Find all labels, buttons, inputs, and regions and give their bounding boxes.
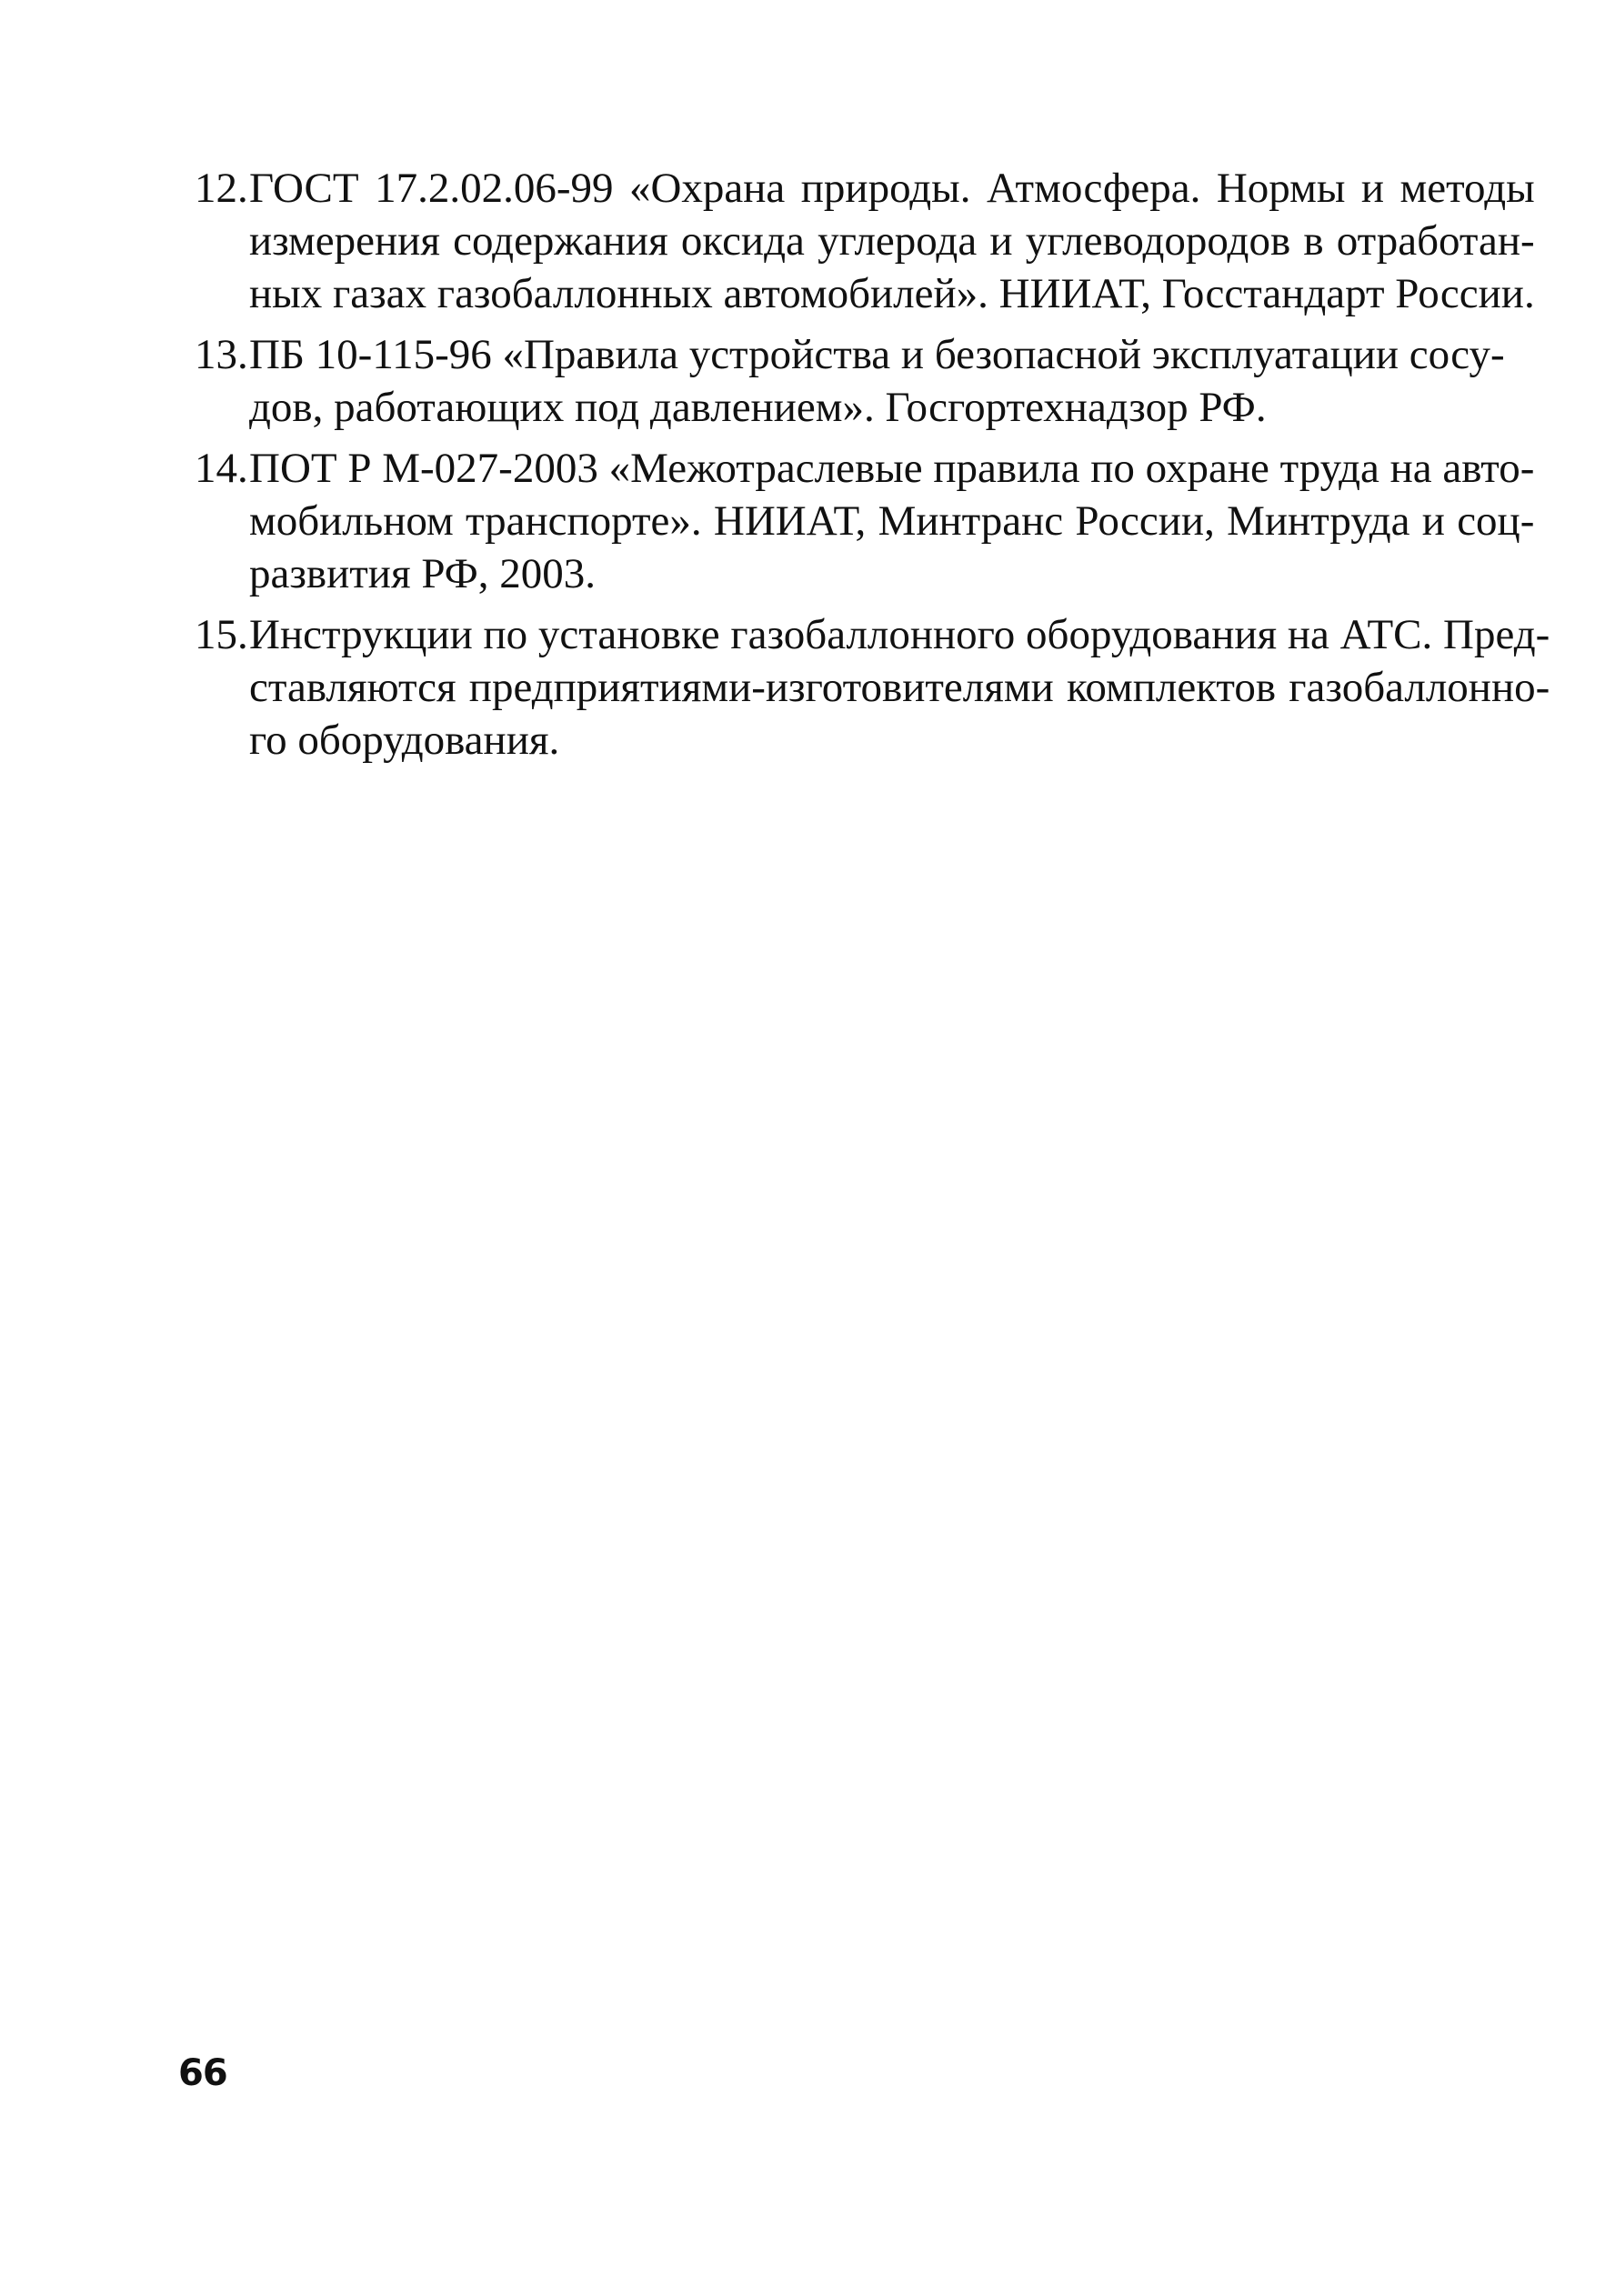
reference-line: измерения содержания оксида углерода и углеводородов в отработан- [249, 217, 1535, 265]
reference-text [240, 608, 1550, 767]
reference-line: го оборудования. [249, 717, 560, 764]
reference-line: развития РФ, 2003. [249, 550, 597, 597]
reference-line: мобильном транспорте». НИИАТ, Минтранс России, Минтруда и соц- [249, 497, 1535, 545]
reference-text [240, 162, 1535, 320]
reference-text [240, 442, 1534, 600]
reference-list [195, 162, 1550, 775]
reference-item-14 [195, 442, 1535, 600]
reference-line: дов, работающих под давлением». Госгортехнадзор РФ. [249, 384, 1267, 431]
reference-item-13 [195, 328, 1505, 434]
reference-line: ставляются предприятиями-изготовителями комплектов газобаллонно- [249, 664, 1550, 711]
reference-number: 15. [195, 611, 248, 658]
reference-line: ных газах газобаллонных автомобилей». НИИАТ, Госстандарт России. [249, 270, 1535, 317]
reference-line: ПОТ Р М-027-2003 «Межотраслевые правила по охране труда на авто- [249, 445, 1535, 492]
page-number: 66 [178, 2052, 227, 2094]
reference-item-15 [195, 608, 1550, 767]
reference-text [240, 328, 1505, 434]
reference-number: 14. [195, 445, 248, 492]
reference-number: 12. [195, 165, 248, 212]
reference-line: ПБ 10-115-96 «Правила устройства и безопасной эксплуатации сосу- [249, 331, 1505, 378]
reference-number: 13. [195, 331, 248, 378]
reference-line: Инструкции по установке газобаллонного оборудования на АТС. Пред- [249, 611, 1550, 658]
reference-item-12 [195, 162, 1535, 320]
reference-line: ГОСТ 17.2.02.06-99 «Охрана природы. Атмосфера. Нормы и методы [249, 165, 1535, 212]
